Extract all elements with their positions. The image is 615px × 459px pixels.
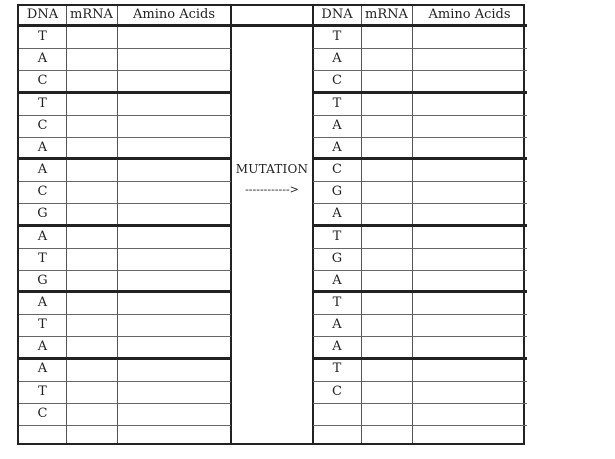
left-dna-cell: C — [37, 117, 48, 133]
right-dna-cell: C — [332, 73, 342, 89]
column-header: DNA — [321, 7, 353, 22]
column-header: mRNA — [365, 7, 408, 22]
right-dna-cell — [313, 426, 361, 446]
right-dna-cell: G — [331, 184, 343, 200]
right-dna-cell: A — [332, 139, 342, 155]
right-dna-cell: A — [332, 117, 342, 133]
left-dna-cell: G — [37, 272, 48, 288]
right-dna-cell — [313, 404, 361, 424]
right-dna-cell: T — [332, 361, 342, 377]
column-header: Amino Acids — [132, 7, 216, 22]
mutation-arrow: ------------> — [245, 183, 299, 197]
right-dna-cell: T — [332, 29, 342, 45]
mutation-label: MUTATION — [235, 161, 309, 176]
left-dna-cell: A — [37, 361, 48, 377]
left-dna-cell: A — [37, 339, 48, 355]
mutation-worksheet-table — [17, 4, 525, 445]
left-dna-cell: A — [37, 139, 48, 155]
left-dna-cell: T — [38, 29, 47, 45]
column-header: mRNA — [70, 7, 113, 22]
right-dna-cell: A — [332, 51, 342, 67]
left-dna-cell: C — [37, 73, 48, 89]
left-dna-cell — [19, 426, 66, 446]
right-dna-cell: A — [332, 317, 342, 333]
left-dna-cell: G — [37, 206, 48, 222]
left-dna-cell: T — [38, 383, 47, 399]
right-dna-cell: A — [332, 272, 342, 288]
right-dna-cell: T — [332, 228, 342, 244]
left-dna-cell: T — [38, 250, 47, 266]
right-dna-cell: C — [332, 162, 342, 178]
column-header: Amino Acids — [428, 7, 511, 22]
left-dna-cell: C — [37, 184, 48, 200]
left-dna-cell: A — [37, 294, 48, 310]
left-dna-cell: A — [37, 228, 48, 244]
left-dna-cell: T — [38, 95, 47, 111]
left-dna-cell: A — [37, 51, 48, 67]
right-dna-cell: T — [332, 95, 342, 111]
right-dna-cell: A — [332, 339, 342, 355]
right-dna-cell: A — [332, 206, 342, 222]
column-header: DNA — [26, 7, 59, 22]
right-dna-cell: G — [331, 250, 343, 266]
right-dna-cell: T — [332, 294, 342, 310]
left-dna-cell: C — [37, 405, 48, 421]
left-dna-cell: A — [37, 162, 48, 178]
right-dna-cell: C — [332, 383, 342, 399]
left-dna-cell: T — [38, 317, 47, 333]
